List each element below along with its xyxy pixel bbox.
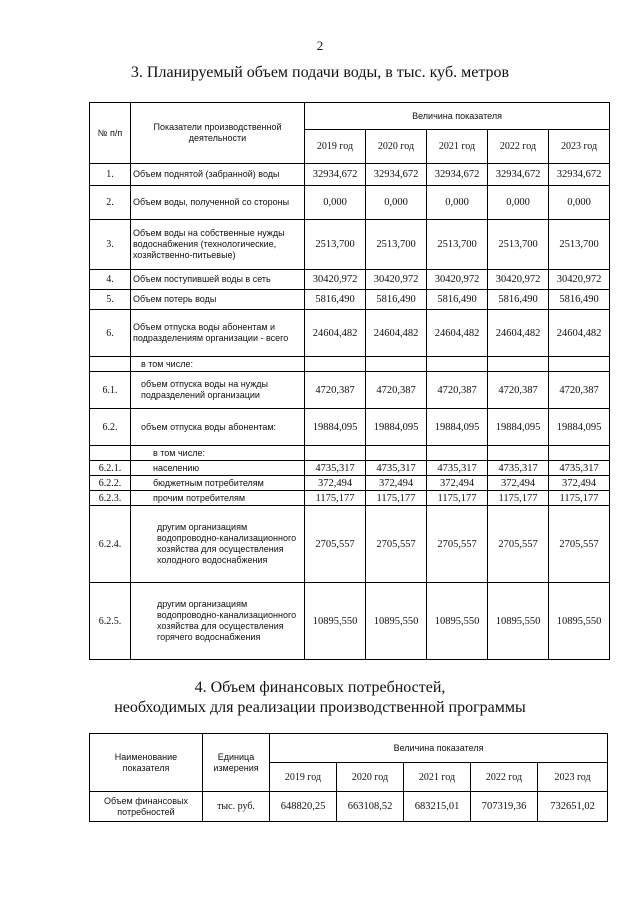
fin-year-2019: 2019 год [270,763,337,792]
row-value: 24604,482 [488,310,549,357]
row-value: 0,000 [366,186,427,220]
row-label: населению [131,461,305,476]
row-value: 19884,095 [305,409,366,446]
fin-value: 663108,52 [337,792,404,822]
row-value: 1175,177 [305,491,366,506]
row-value: 5816,490 [488,290,549,310]
year-2023: 2023 год [549,130,610,164]
row-value [549,357,610,372]
row-value: 10895,550 [549,583,610,660]
row-value: 372,494 [427,476,488,491]
row-value: 0,000 [305,186,366,220]
row-value [488,446,549,461]
row-value: 372,494 [366,476,427,491]
row-label: в том числе: [131,357,305,372]
row-label: Объем отпуска воды абонентам и подразделениям организации - всего [131,310,305,357]
row-value: 2513,700 [305,220,366,270]
row-value: 4735,317 [549,461,610,476]
table-row [90,290,610,310]
table-row [90,506,610,583]
row-number: 6.2.2. [90,476,131,491]
table-row [90,164,610,186]
row-label: бюджетным потребителям [131,476,305,491]
row-value: 10895,550 [427,583,488,660]
row-value: 19884,095 [366,409,427,446]
table-row [90,476,610,491]
row-number: 6.1. [90,372,131,409]
row-label: Объем поднятой (забранной) воды [131,164,305,186]
row-value: 1175,177 [549,491,610,506]
row-value: 32934,672 [549,164,610,186]
row-number: 2. [90,186,131,220]
row-value: 30420,972 [488,270,549,290]
row-value: 10895,550 [366,583,427,660]
header-value: Величина показателя [305,103,610,130]
row-number: 6.2.1. [90,461,131,476]
row-value: 10895,550 [488,583,549,660]
year-2019: 2019 год [305,130,366,164]
row-value: 19884,095 [549,409,610,446]
fin-row-unit: тыс. руб. [203,792,270,822]
row-value: 4720,387 [305,372,366,409]
row-value: 19884,095 [488,409,549,446]
year-2020: 2020 год [366,130,427,164]
fin-value: 648820,25 [270,792,337,822]
row-value [427,446,488,461]
section3-title: 3. Планируемый объем подачи воды, в тыс. куб. метров [130,64,510,81]
row-number: 6.2. [90,409,131,446]
table-row [90,310,610,357]
row-value: 4720,387 [549,372,610,409]
row-number [90,446,131,461]
row-number [90,357,131,372]
row-number: 6.2.4. [90,506,131,583]
row-number: 4. [90,270,131,290]
row-value: 5816,490 [549,290,610,310]
row-value: 2705,557 [366,506,427,583]
row-value: 1175,177 [488,491,549,506]
row-label: объем отпуска воды абонентам: [131,409,305,446]
table-row [90,491,610,506]
row-value: 4735,317 [305,461,366,476]
row-value: 5816,490 [305,290,366,310]
row-value: 372,494 [549,476,610,491]
row-value: 5816,490 [366,290,427,310]
row-number: 5. [90,290,131,310]
financial-table [89,733,608,822]
fin-value: 707319,36 [471,792,538,822]
row-label: другим организациям водопроводно-канализационного хозяйства для осуществления холодного водоснабжения [131,506,305,583]
year-2022: 2022 год [488,130,549,164]
row-value [427,357,488,372]
table-row [90,270,610,290]
fin-year-2020: 2020 год [337,763,404,792]
row-value [488,357,549,372]
row-label: другим организациям водопроводно-канализационного хозяйства для осуществления горячего водоснабжения [131,583,305,660]
row-value: 2705,557 [549,506,610,583]
row-value: 4735,317 [427,461,488,476]
section4-title-line1: 4. Объем финансовых потребностей, [194,679,446,696]
fin-header-name: Наименование показателя [90,734,203,792]
row-value: 372,494 [305,476,366,491]
row-label: Объем воды на собственные нужды водоснабжения (технологические, хозяйственно-питьевые) [131,220,305,270]
fin-year-2023: 2023 год [538,763,608,792]
fin-value: 732651,02 [538,792,608,822]
fin-year-2021: 2021 год [404,763,471,792]
header-indicator: Показатели производственной деятельности [131,103,305,164]
row-value: 2705,557 [305,506,366,583]
row-value: 4720,387 [366,372,427,409]
row-label: прочим потребителям [131,491,305,506]
section4-title-line2: необходимых для реализации производственной программы [114,699,526,716]
fin-row [90,792,608,822]
fin-header-value: Величина показателя [270,734,608,763]
row-value [549,446,610,461]
row-label: Объем потерь воды [131,290,305,310]
row-value: 30420,972 [305,270,366,290]
row-value [366,446,427,461]
row-value: 4735,317 [488,461,549,476]
row-value: 2705,557 [488,506,549,583]
row-value: 10895,550 [305,583,366,660]
row-value: 19884,095 [427,409,488,446]
fin-value: 683215,01 [404,792,471,822]
row-value [305,357,366,372]
row-number: 6. [90,310,131,357]
row-number: 3. [90,220,131,270]
table-row [90,372,610,409]
row-value: 0,000 [427,186,488,220]
row-value: 4720,387 [427,372,488,409]
table-row [90,357,610,372]
fin-year-2022: 2022 год [471,763,538,792]
row-value: 2513,700 [427,220,488,270]
row-number: 1. [90,164,131,186]
table-row [90,220,610,270]
row-value: 24604,482 [549,310,610,357]
header-num: № п/п [90,103,131,164]
water-supply-table [89,102,610,660]
row-label: в том числе: [131,446,305,461]
row-value: 5816,490 [427,290,488,310]
row-label: объем отпуска воды на нужды подразделений организации [131,372,305,409]
row-value: 2513,700 [549,220,610,270]
table-row [90,461,610,476]
year-2021: 2021 год [427,130,488,164]
row-value [305,446,366,461]
table-row [90,186,610,220]
row-value [366,357,427,372]
row-value: 24604,482 [305,310,366,357]
row-value: 2513,700 [488,220,549,270]
row-value: 1175,177 [366,491,427,506]
row-number: 6.2.5. [90,583,131,660]
row-value: 30420,972 [366,270,427,290]
row-value: 0,000 [488,186,549,220]
fin-header-unit: Единица измерения [203,734,270,792]
row-label: Объем поступившей воды в сеть [131,270,305,290]
row-value: 4720,387 [488,372,549,409]
row-value: 24604,482 [366,310,427,357]
row-value: 2513,700 [366,220,427,270]
row-number: 6.2.3. [90,491,131,506]
row-value: 4735,317 [366,461,427,476]
row-value: 32934,672 [305,164,366,186]
table-row [90,409,610,446]
row-value: 372,494 [488,476,549,491]
row-value: 32934,672 [366,164,427,186]
table-row [90,583,610,660]
row-value: 32934,672 [488,164,549,186]
row-value: 30420,972 [549,270,610,290]
row-value: 30420,972 [427,270,488,290]
row-value: 0,000 [549,186,610,220]
row-value: 1175,177 [427,491,488,506]
row-label: Объем воды, полученной со стороны [131,186,305,220]
section4-title [0,678,640,718]
row-value: 24604,482 [427,310,488,357]
fin-row-label: Объем финансовых потребностей [90,792,203,822]
row-value: 2705,557 [427,506,488,583]
row-value: 32934,672 [427,164,488,186]
page-number: 2 [316,38,324,53]
table-row [90,446,610,461]
